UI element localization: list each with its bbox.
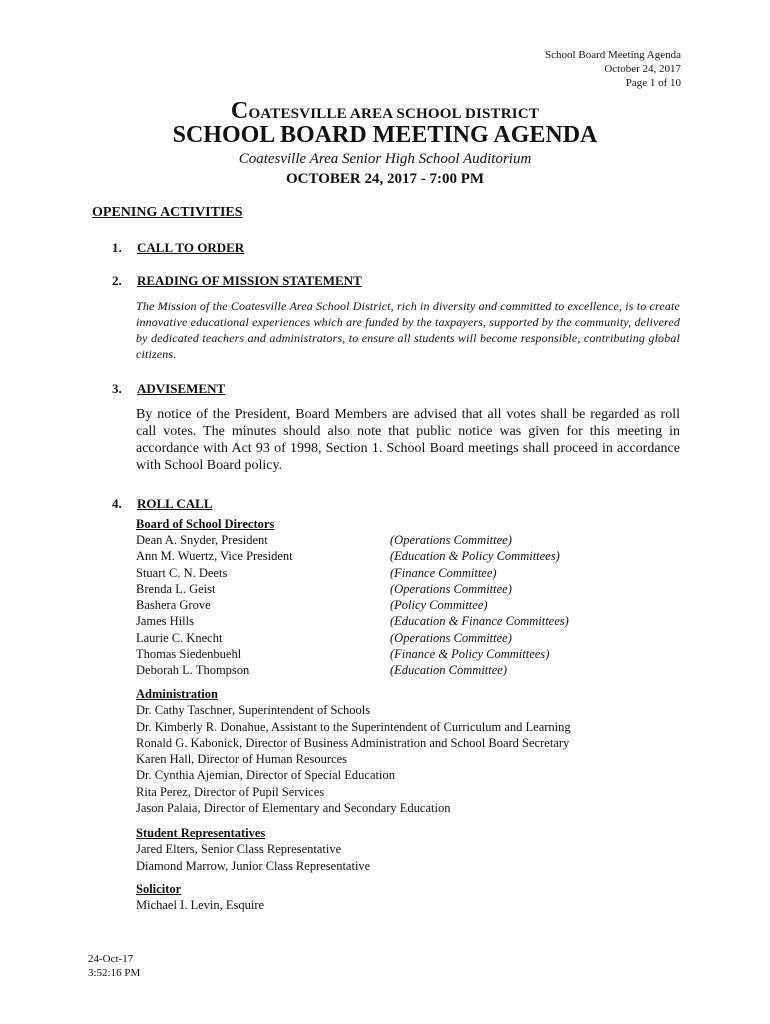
administration-list — [136, 686, 571, 816]
admin-person: Karen Hall, Director of Human Resources — [136, 752, 348, 767]
district-initial: C — [230, 98, 249, 124]
agenda-item-advisement — [112, 381, 225, 397]
item-title: ROLL CALL — [137, 496, 213, 511]
agenda-item-call-to-order — [112, 240, 244, 256]
item-title: CALL TO ORDER — [137, 240, 245, 255]
admin-person: Ronald G. Kabonick, Director of Business Administration and School Board Secretary — [136, 735, 570, 750]
member-name: Bashera Grove — [136, 598, 211, 613]
item-title: ADVISEMENT — [137, 381, 226, 396]
mission-statement: The Mission of the Coatesville Area School District, rich in diversity and committed to excellence, is to create innovative educational experiences which are funded by the taxpayers, supported by the community, delivered by dedicated teachers and administrators, to ensure all students will become responsible, contributing global citizens. — [136, 299, 681, 361]
member-name: Deborah L. Thompson — [136, 663, 250, 678]
board-member-row: Stuart C. N. Deets (Finance Committee) — [136, 565, 497, 580]
section-title: OPENING ACTIVITIES — [92, 205, 243, 220]
admin-person: Dr. Kimberly R. Donahue, Assistant to the Superintendent of Curriculum and Learning — [136, 719, 571, 734]
footer-time: 3:52:16 PM — [88, 967, 141, 979]
member-committee: Education & Finance Committees — [394, 614, 565, 629]
student-representatives-list — [136, 825, 370, 874]
member-name: Laurie C. Knecht — [136, 630, 223, 645]
member-committee: Finance Committee — [394, 565, 493, 580]
member-committee: Policy Committee — [394, 598, 484, 613]
item-number: 4. — [112, 496, 122, 511]
admin-person: Rita Perez, Director of Pupil Services — [136, 784, 325, 799]
board-member-row: Laurie C. Knecht (Operations Committee) — [136, 630, 512, 645]
item-title: READING OF MISSION STATEMENT — [137, 273, 362, 288]
board-member-row: Thomas Siedenbuehl (Finance & Policy Committees) — [136, 647, 550, 662]
item-number: 2. — [112, 273, 122, 288]
students-heading: Student Representatives — [136, 826, 266, 840]
solicitor-heading: Solicitor — [136, 882, 182, 896]
solicitor-list — [136, 881, 264, 914]
board-member-row: Bashera Grove (Policy Committee) — [136, 598, 488, 613]
member-committee: Operations Committee — [394, 533, 508, 547]
item-number: 3. — [112, 381, 122, 396]
member-committee: Finance & Policy Committees — [394, 647, 546, 662]
member-name: Brenda L. Geist — [136, 581, 216, 596]
meeting-venue: Coatesville Area Senior High School Auditorium — [238, 151, 532, 167]
district-name — [0, 98, 770, 125]
agenda-title: SCHOOL BOARD MEETING AGENDA — [172, 122, 598, 148]
member-committee: Education & Policy Committees — [394, 549, 556, 564]
header-title: School Board Meeting Agenda — [545, 49, 681, 61]
header-page-number: Page 1 of 10 — [625, 77, 681, 89]
item-number: 1. — [112, 240, 122, 255]
member-name: Dean A. Snyder, President — [136, 533, 268, 547]
agenda-item-roll-call — [112, 496, 213, 512]
district-rest: OATESVILLE AREA SCHOOL DISTRICT — [248, 106, 540, 122]
board-heading: Board of School Directors — [136, 517, 275, 531]
member-committee: Operations Committee — [394, 630, 508, 645]
member-committee: Operations Committee — [394, 581, 508, 596]
footer-date: 24-Oct-17 — [88, 953, 134, 965]
admin-person: Dr. Cynthia Ajemian, Director of Special Education — [136, 768, 395, 783]
member-name: Ann M. Wuertz, Vice President — [136, 549, 293, 564]
page-header — [545, 48, 681, 90]
board-member-row: Ann M. Wuertz, Vice President (Education & Policy Committees) — [136, 549, 560, 564]
admin-person: Jason Palaia, Director of Elementary and Secondary Education — [136, 801, 451, 816]
meeting-datetime: OCTOBER 24, 2017 - 7:00 PM — [285, 171, 485, 187]
header-date: October 24, 2017 — [604, 63, 681, 75]
board-member-row: Dean A. Snyder, President (Operations Committee) — [136, 533, 512, 547]
student-person: Diamond Marrow, Junior Class Representative — [136, 858, 371, 873]
board-member-row: Deborah L. Thompson (Education Committee) — [136, 663, 508, 678]
member-name: James Hills — [136, 614, 194, 629]
member-name: Thomas Siedenbuehl — [136, 647, 242, 662]
member-name: Stuart C. N. Deets — [136, 565, 228, 580]
advisement-text: By notice of the President, Board Members are advised that all votes shall be regarded as roll call votes. The minutes should also note that public notice was given for this meeting in accordance with Act 93 of 1998, Section 1. School Board meetings shall proceed in accordance with School Board policy. — [136, 407, 680, 473]
admin-person: Dr. Cathy Taschner, Superintendent of Schools — [136, 703, 371, 718]
student-person: Jared Elters, Senior Class Representative — [136, 842, 342, 857]
member-committee: Education Committee — [394, 663, 503, 678]
board-roster — [136, 532, 569, 679]
agenda-item-mission — [112, 273, 362, 289]
administration-heading: Administration — [136, 687, 218, 701]
solicitor-person: Michael I. Levin, Esquire — [136, 898, 265, 913]
page-footer — [88, 952, 140, 980]
board-member-row: Brenda L. Geist (Operations Committee) — [136, 581, 512, 596]
board-member-row: James Hills (Education & Finance Committees) — [136, 614, 569, 629]
